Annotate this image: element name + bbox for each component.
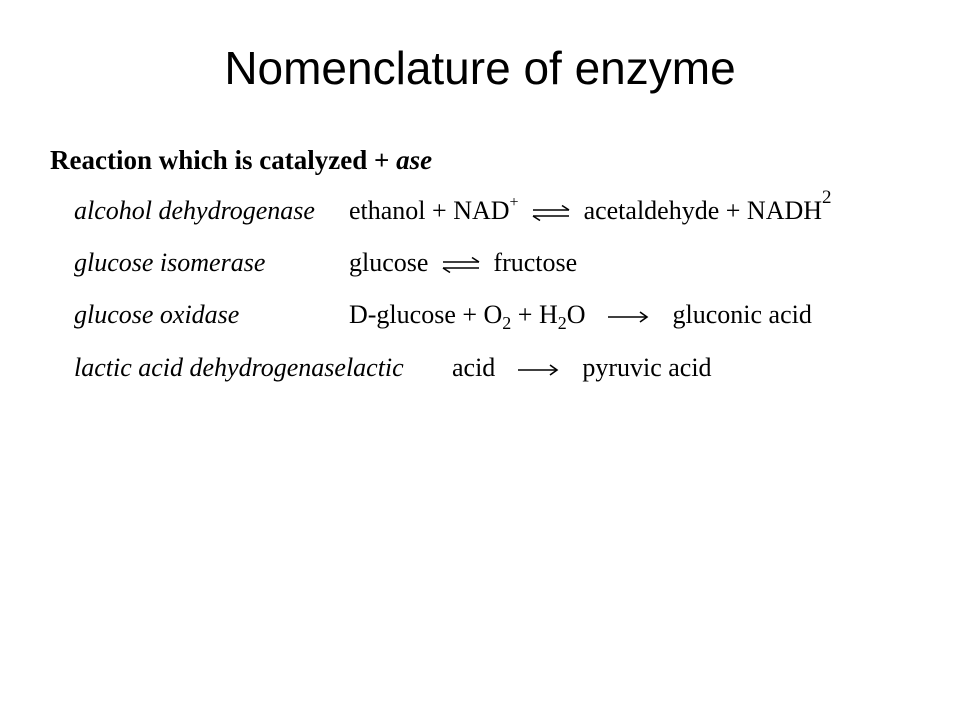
section-heading	[50, 143, 432, 177]
products: pyruvic acid	[582, 353, 712, 382]
enzyme-name: glucose oxidase	[74, 300, 240, 329]
enzyme-name: alcohol dehydrogenase	[74, 196, 315, 225]
products: acetaldehyde + NADH	[583, 196, 823, 225]
charge-superscript: +	[509, 194, 519, 211]
heading-suffix: ase	[396, 145, 433, 175]
reactant-part: O	[566, 300, 586, 329]
reaction-equation	[349, 187, 832, 229]
reactant-part: D-glucose + O	[349, 300, 503, 329]
equilibrium-arrow-icon	[439, 254, 483, 276]
enzyme-name: glucose isomerase	[74, 248, 266, 277]
equilibrium-arrow-icon	[529, 202, 573, 224]
heading-text: Reaction which is catalyzed +	[50, 145, 397, 175]
footnote-superscript: 2	[822, 187, 832, 208]
reaction-equation	[452, 350, 712, 386]
reactants: ethanol + NAD	[349, 196, 510, 225]
long-right-arrow-icon	[516, 362, 560, 378]
enzyme-name: lactic acid dehydrogenaselactic	[74, 353, 404, 382]
hydrogen-subscript: 2	[557, 313, 567, 333]
reactant-part: + H	[511, 300, 558, 329]
long-right-arrow-icon	[606, 309, 650, 325]
oxygen-subscript: 2	[502, 313, 512, 333]
products: gluconic acid	[672, 300, 812, 329]
products: fructose	[493, 248, 578, 277]
reactants: acid	[452, 353, 496, 382]
reaction-equation	[349, 297, 812, 333]
reaction-equation	[349, 245, 577, 281]
reactants: glucose	[349, 248, 429, 277]
slide-title: Nomenclature of enzyme	[224, 42, 736, 94]
